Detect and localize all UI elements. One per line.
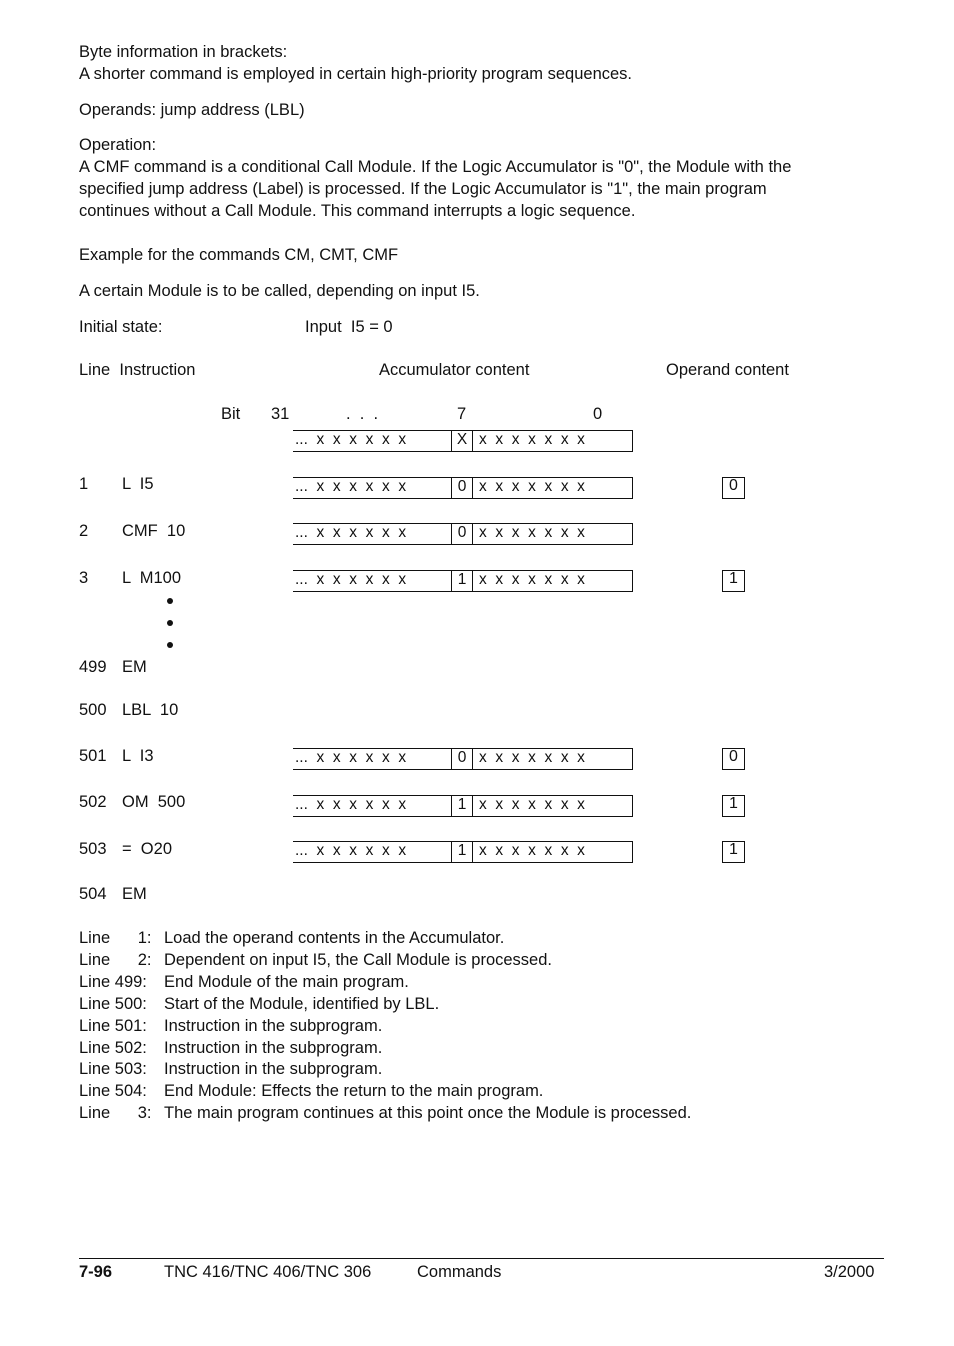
operand-box: 1 <box>722 841 745 863</box>
row-instruction: L I5 <box>122 475 154 493</box>
note-label: Line 503: <box>79 1060 147 1078</box>
example-description: A certain Module is to be called, depending on input I5. <box>79 282 480 300</box>
note-text: Instruction in the subprogram. <box>164 1039 383 1057</box>
register-high-bits: ... x x x x x x <box>295 842 407 859</box>
intro-paragraph <box>79 41 632 85</box>
register-high-bits: ... x x x x x x <box>295 431 407 448</box>
row-instruction: = O20 <box>122 840 172 858</box>
note-text: The main program continues at this point once the Module is processed. <box>164 1104 692 1122</box>
note-text: End Module of the main program. <box>164 973 409 991</box>
row-line-number: 2 <box>79 522 89 540</box>
operand-box: 0 <box>722 748 745 770</box>
page-number: 7-96 <box>79 1263 113 1281</box>
row-instruction: L I3 <box>122 747 154 765</box>
register-high-bits: ... x x x x x x <box>295 478 407 495</box>
row-line-number: 504 <box>79 885 107 903</box>
register-low-bits: x x x x x x x <box>479 571 585 588</box>
operand-box: 0 <box>722 477 745 499</box>
accumulator-register <box>293 795 633 817</box>
continuation-dot <box>167 620 173 626</box>
note-label: Line 3: <box>79 1104 152 1122</box>
note-label: Line 2: <box>79 951 152 969</box>
note-label: Line 502: <box>79 1039 147 1057</box>
footer-section: Commands <box>417 1263 502 1281</box>
note-label: Line 504: <box>79 1082 147 1100</box>
note-label: Line 501: <box>79 1017 147 1035</box>
register-bit7: 0 <box>451 478 473 499</box>
accumulator-register-initial <box>293 430 633 452</box>
operands-line: Operands: jump address (LBL) <box>79 101 305 119</box>
continuation-dot <box>167 598 173 604</box>
register-bit7: 1 <box>451 842 473 863</box>
operand-box: 1 <box>722 570 745 592</box>
accumulator-register <box>293 477 633 499</box>
bit-31-label: 31 <box>271 405 290 423</box>
register-bit7: 1 <box>451 571 473 592</box>
bit-label: Bit <box>221 405 241 423</box>
operation-line: specified jump address (Label) is processed. If the Logic Accumulator is "1", the main program <box>79 180 767 198</box>
header-operand: Operand content <box>666 361 789 379</box>
row-line-number: 502 <box>79 793 107 811</box>
register-bit7: 1 <box>451 796 473 817</box>
operand-box: 1 <box>722 795 745 817</box>
note-text: Dependent on input I5, the Call Module is processed. <box>164 951 552 969</box>
bit-7-label: 7 <box>457 405 467 423</box>
accumulator-register <box>293 570 633 592</box>
example-title: Example for the commands CM, CMT, CMF <box>79 246 399 264</box>
note-label: Line 1: <box>79 929 152 947</box>
register-low-bits: x x x x x x x <box>479 431 585 448</box>
register-bit7: 0 <box>451 524 473 545</box>
operation-paragraph <box>79 134 791 222</box>
footer-divider <box>79 1258 884 1259</box>
note-text: End Module: Effects the return to the main program. <box>164 1082 544 1100</box>
row-line-number: 501 <box>79 747 107 765</box>
note-text: Load the operand contents in the Accumulator. <box>164 929 505 947</box>
row-line-number: 3 <box>79 569 89 587</box>
row-instruction: CMF 10 <box>122 522 186 540</box>
register-bit7: 0 <box>451 749 473 770</box>
note-text: Start of the Module, identified by LBL. <box>164 995 440 1013</box>
note-label: Line 499: <box>79 973 147 991</box>
footer-date: 3/2000 <box>824 1263 875 1281</box>
bit-0-label: 0 <box>593 405 603 423</box>
register-high-bits: ... x x x x x x <box>295 796 407 813</box>
header-accumulator: Accumulator content <box>379 361 530 379</box>
register-low-bits: x x x x x x x <box>479 749 585 766</box>
register-high-bits: ... x x x x x x <box>295 749 407 766</box>
register-low-bits: x x x x x x x <box>479 478 585 495</box>
operation-title: Operation: <box>79 136 157 154</box>
initial-state-value: Input I5 = 0 <box>305 318 393 336</box>
accumulator-register <box>293 841 633 863</box>
note-label: Line 500: <box>79 995 147 1013</box>
header-line-instruction: Line Instruction <box>79 361 196 379</box>
row-line-number: 1 <box>79 475 89 493</box>
row-line-number: 499 <box>79 658 107 676</box>
bit-dots: . . . <box>346 405 379 423</box>
footer-product: TNC 416/TNC 406/TNC 306 <box>164 1263 372 1281</box>
row-instruction: EM <box>122 885 147 903</box>
register-low-bits: x x x x x x x <box>479 796 585 813</box>
register-low-bits: x x x x x x x <box>479 842 585 859</box>
row-line-number: 500 <box>79 701 107 719</box>
note-text: Instruction in the subprogram. <box>164 1060 383 1078</box>
row-instruction: L M100 <box>122 569 182 587</box>
operation-line: continues without a Call Module. This command interrupts a logic sequence. <box>79 202 636 220</box>
accumulator-register <box>293 523 633 545</box>
row-line-number: 503 <box>79 840 107 858</box>
accumulator-register <box>293 748 633 770</box>
intro-line: Byte information in brackets: <box>79 43 288 61</box>
register-low-bits: x x x x x x x <box>479 524 585 541</box>
note-text: Instruction in the subprogram. <box>164 1017 383 1035</box>
initial-state-label: Initial state: <box>79 318 163 336</box>
row-instruction: EM <box>122 658 147 676</box>
operation-line: A CMF command is a conditional Call Module. If the Logic Accumulator is "0", the Module with the <box>79 158 792 176</box>
register-high-bits: ... x x x x x x <box>295 571 407 588</box>
continuation-dot <box>167 642 173 648</box>
row-instruction: OM 500 <box>122 793 186 811</box>
row-instruction: LBL 10 <box>122 701 179 719</box>
register-high-bits: ... x x x x x x <box>295 524 407 541</box>
register-bit7: X <box>451 431 473 452</box>
intro-line: A shorter command is employed in certain high-priority program sequences. <box>79 65 633 83</box>
